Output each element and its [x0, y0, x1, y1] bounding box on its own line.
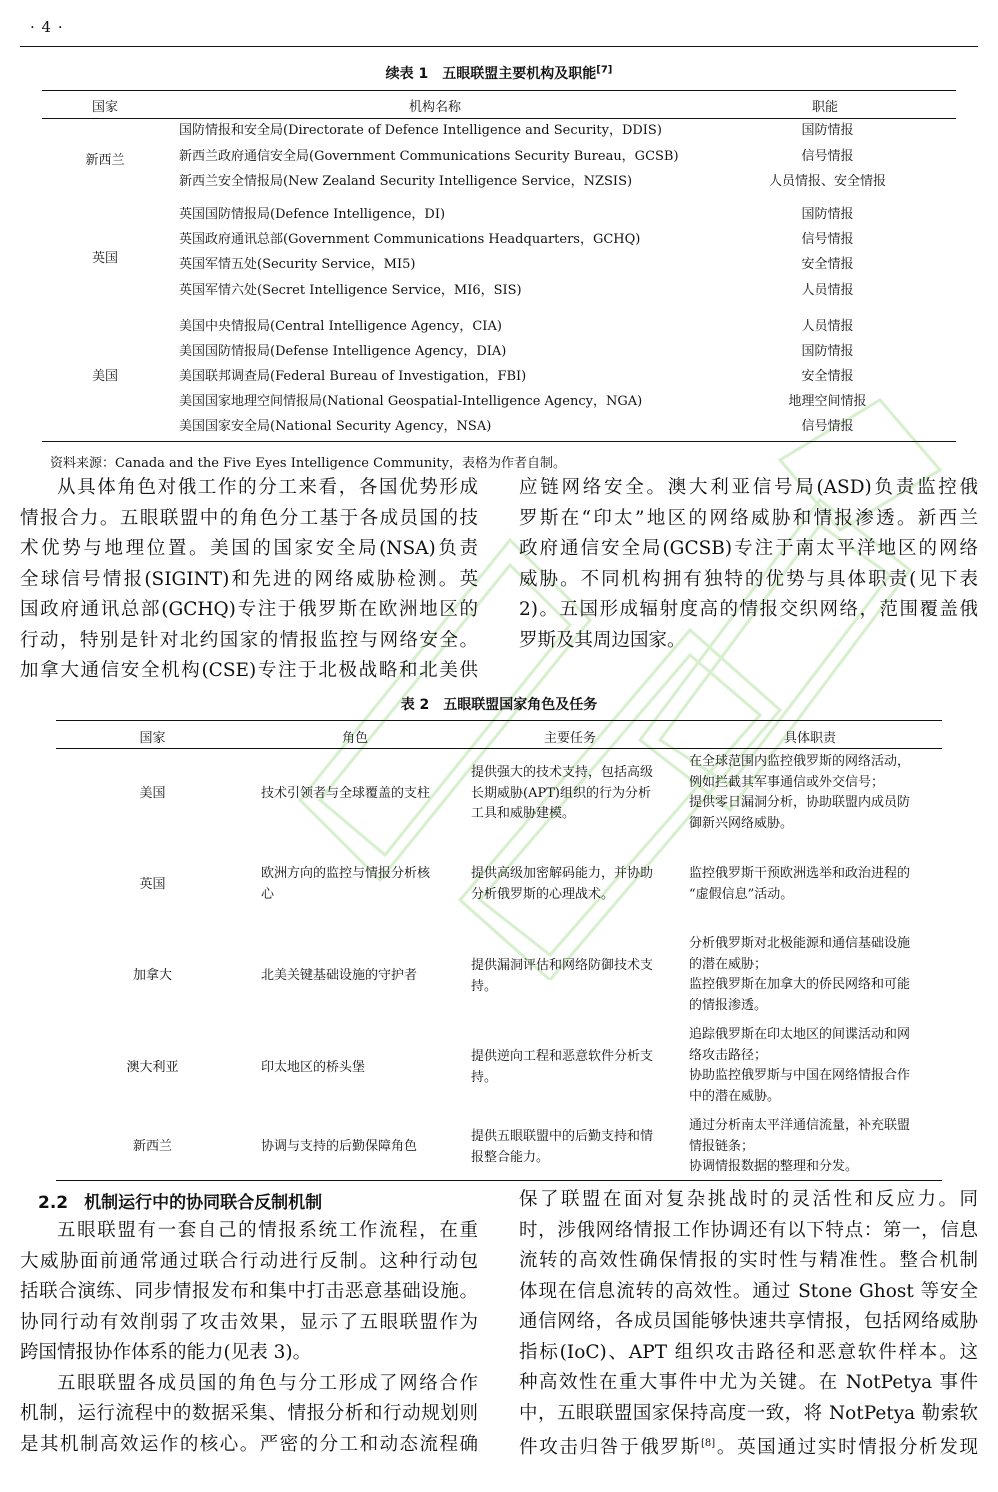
table2-duty: 通过分析南太平洋通信流量，补充联盟 情报链条； 协调情报数据的整理和分发。: [689, 1118, 911, 1174]
table2-country: 英国: [139, 877, 166, 892]
body-line: 应链网络安全。澳大利亚信号局(ASD)负责监控俄: [519, 477, 978, 498]
body-line: 流转的高效性确保情报的实时性与精准性。整合机制: [519, 1250, 978, 1271]
table1-function: 地理空间情报: [788, 394, 867, 409]
body-line: 件攻击归咎于俄罗斯[8]。英国通过实时情报分析发现: [519, 1437, 978, 1459]
table1-agency: 新西兰政府通信安全局(Government Communications Security Bureau，GCSB): [179, 149, 679, 164]
table1-function: 人员情报、安全情报: [768, 174, 886, 189]
body-line: 2)。五国形成辐射度高的情报交织网络，范围覆盖俄: [519, 599, 978, 620]
table2-header-task: 主要任务: [543, 731, 596, 746]
table1-agency: 英国国防情报局(Defence Intelligence，DI): [179, 207, 446, 222]
table2-duty: 分析俄罗斯对北极能源和通信基础设施 的潜在威胁； 监控俄罗斯在加拿大的侨民网络和可能 的情报渗透。: [689, 936, 911, 1013]
table2-duty: 在全球范围内监控俄罗斯的网络活动， 例如拦截其军事通信或外交信号； 提供零日漏洞分析，协助联盟内成员防 御新兴网络威胁。: [689, 754, 911, 831]
table1-header-rule: [42, 118, 956, 119]
body-line: 全球信号情报(SIGINT)和先进的网络威胁检测。英: [20, 568, 478, 590]
table2-header-duty: 具体职责: [783, 731, 836, 746]
page-number: · 4 ·: [30, 18, 64, 36]
body-line: 时，涉俄网络情报工作协调还有以下特点：第一，信息: [519, 1219, 978, 1241]
table1-function: 人员情报: [801, 319, 854, 334]
body-line: 协同行动有效削弱了攻击效果，显示了五眼联盟作为: [20, 1311, 478, 1333]
body-line: 国政府通讯总部(GCHQ)专注于俄罗斯在欧洲地区的: [20, 599, 478, 620]
body-line: 罗斯在“印太”地区的网络威胁和情报渗透。新西兰: [519, 507, 978, 529]
table2-duty: 追踪俄罗斯在印太地区的间谍活动和网 络攻击路径； 协助监控俄罗斯与中国在网络情报合作 中的潜在威胁。: [689, 1027, 911, 1104]
table2-country: 澳大利亚: [126, 1060, 179, 1075]
table1-agency: 美国国家地理空间情报局(National Geospatial-Intelligence Agency，NGA): [179, 394, 643, 409]
table2-role: 协调与支持的后勤保障角色: [261, 1139, 418, 1154]
body-line: 政府通信安全局(GCSB)专注于南太平洋地区的网络: [519, 538, 978, 559]
body-line: 跨国情报协作体系的能力(见表 3)。: [20, 1342, 312, 1363]
body-bottom-left-column: [20, 1216, 478, 1460]
table2-role: 北美关键基础设施的守护者: [261, 968, 418, 983]
body-line: 情报合力。五眼联盟中的角色分工基于各成员国的技: [20, 507, 478, 529]
table2-header-country: 国家: [139, 731, 166, 746]
section-heading: [38, 1188, 322, 1213]
table1-top-rule: [42, 90, 956, 91]
table2-role: 欧洲方向的监控与情报分析核 心: [261, 866, 431, 902]
table1-header-function: 职能: [811, 100, 838, 115]
section-number: 2.2: [38, 1193, 69, 1213]
table2-header-role: 角色: [341, 731, 368, 746]
table2-caption: 表 2 五眼联盟国家角色及任务: [400, 697, 598, 713]
body-line: 术优势与地理位置。美国的国家安全局(NSA)负责: [20, 538, 478, 559]
body-line: 威胁。不同机构拥有独特的优势与具体职责(见下表: [519, 568, 978, 590]
body-line: 机制，运行流程中的数据采集、情报分析和行动规划则: [20, 1403, 478, 1424]
table2-role: 印太地区的桥头堡: [261, 1060, 366, 1075]
body-line: 括联合演练、同步情报发布和集中打击恶意基础设施。: [20, 1281, 478, 1302]
section-title: 机制运行中的协同联合反制机制: [84, 1193, 323, 1213]
body-line: 行动，特别是针对北约国家的情报监控与网络安全。: [20, 629, 478, 651]
table2-header-rule: [56, 748, 942, 749]
table1-function: 信号情报: [801, 232, 854, 247]
citation-ref: [8]: [700, 1438, 716, 1449]
table1-agency: 美国国防情报局(Defense Intelligence Agency，DIA): [179, 344, 507, 359]
body-line: 大威胁面前通常通过联合行动进行反制。这种行动包: [20, 1250, 478, 1272]
table1-bottom-rule: [42, 441, 956, 442]
table2-top-rule: [56, 720, 942, 721]
table2-duty: 监控俄罗斯干预欧洲选举和政治进程的 “虚假信息”活动。: [689, 866, 911, 902]
body-line: 是其机制高效运作的核心。严密的分工和动态流程确: [20, 1433, 478, 1455]
table2-role: 技术引领者与全球覆盖的支柱: [261, 786, 431, 801]
table1-source-note: 资料来源：Canada and the Five Eyes Intelligence Community，表格为作者自制。: [50, 456, 566, 471]
table2-country: 美国: [139, 786, 166, 801]
table1-function: 国防情报: [801, 344, 854, 359]
body-line: 保了联盟在面对复杂挑战时的灵活性和反应力。同: [519, 1189, 978, 1210]
table2-task: 提供强大的技术支持，包括高级 长期威胁(APT)组织的行为分析 工具和威胁建模。: [471, 765, 654, 821]
body-line: 种高效性在重大事件中尤为关键。在 NotPetya 事件: [519, 1372, 978, 1393]
table2-task: 提供高级加密解码能力，并协助 分析俄罗斯的心理战术。: [471, 866, 654, 902]
body-top-left-column: [20, 473, 478, 687]
body-line: 加拿大通信安全机构(CSE)专注于北极战略和北美供: [20, 660, 478, 681]
table1-header-agency: 机构名称: [408, 100, 461, 115]
table1-agency: 英国军情五处(Security Service，MI5): [179, 257, 416, 272]
table1-agency: 国防情报和安全局(Directorate of Defence Intelligence and Security，DDIS): [179, 123, 662, 138]
table1-country: 英国: [91, 251, 118, 266]
table1-function: 国防情报: [801, 207, 854, 222]
body-line: 五眼联盟各成员国的角色与分工形成了网络合作: [57, 1372, 478, 1394]
body-line: 通信网络，各成员国能够快速共享情报，包括网络威胁: [519, 1311, 978, 1332]
table1-agency: 美国国家安全局(National Security Agency，NSA): [179, 419, 492, 434]
body-line: 指标(IoC)、APT 组织攻击路径和恶意软件样本。这: [519, 1341, 978, 1363]
table1-function: 信号情报: [801, 419, 854, 434]
table1-header-country: 国家: [91, 100, 118, 115]
body-line: 中，五眼联盟国家保持高度一致，将 NotPetya 勒索软: [519, 1402, 978, 1424]
table1-agency: 英国军情六处(Secret Intelligence Service，MI6，SIS): [179, 283, 522, 298]
body-line: 从具体角色对俄工作的分工来看，各国优势形成: [57, 477, 478, 498]
table1-caption-ref: [7]: [596, 64, 613, 76]
table1-country: 美国: [91, 369, 118, 384]
table1-function: 人员情报: [801, 283, 854, 298]
body-top-right-column: [519, 473, 978, 656]
table1-country: 新西兰: [85, 153, 125, 168]
table1-function: 安全情报: [801, 257, 854, 272]
table2-task: 提供五眼联盟中的后勤支持和情 报整合能力。: [471, 1129, 654, 1165]
table2-country: 加拿大: [132, 968, 172, 983]
table1-agency: 美国联邦调查局(Federal Bureau of Investigation，FBI): [179, 369, 527, 384]
table2-country: 新西兰: [132, 1139, 172, 1154]
table1-function: 信号情报: [801, 149, 854, 164]
body-bottom-right-column: [519, 1185, 978, 1464]
body-line: 体现在信息流转的高效性。通过 Stone Ghost 等安全: [519, 1280, 978, 1302]
table1-caption: 续表 1 五眼联盟主要机构及职能[7]: [385, 64, 613, 82]
table1-agency: 美国中央情报局(Central Intelligence Agency，CIA): [179, 319, 502, 334]
table2-task: 提供逆向工程和恶意软件分析支 持。: [471, 1049, 654, 1085]
body-line: 五眼联盟有一套自己的情报系统工作流程，在重: [57, 1220, 478, 1241]
table1-agency: 新西兰安全情报局(New Zealand Security Intelligence Service，NZSIS): [179, 174, 633, 189]
table1-agency: 英国政府通讯总部(Government Communications Headquarters，GCHQ): [179, 232, 641, 247]
table1-function: 安全情报: [801, 369, 854, 384]
table1-function: 国防情报: [801, 123, 854, 138]
table2-bottom-rule: [56, 1180, 942, 1181]
header-rule: [20, 46, 978, 47]
table2-task: 提供漏洞评估和网络防御技术支 持。: [471, 958, 654, 994]
body-line: 罗斯及其周边国家。: [519, 629, 686, 651]
